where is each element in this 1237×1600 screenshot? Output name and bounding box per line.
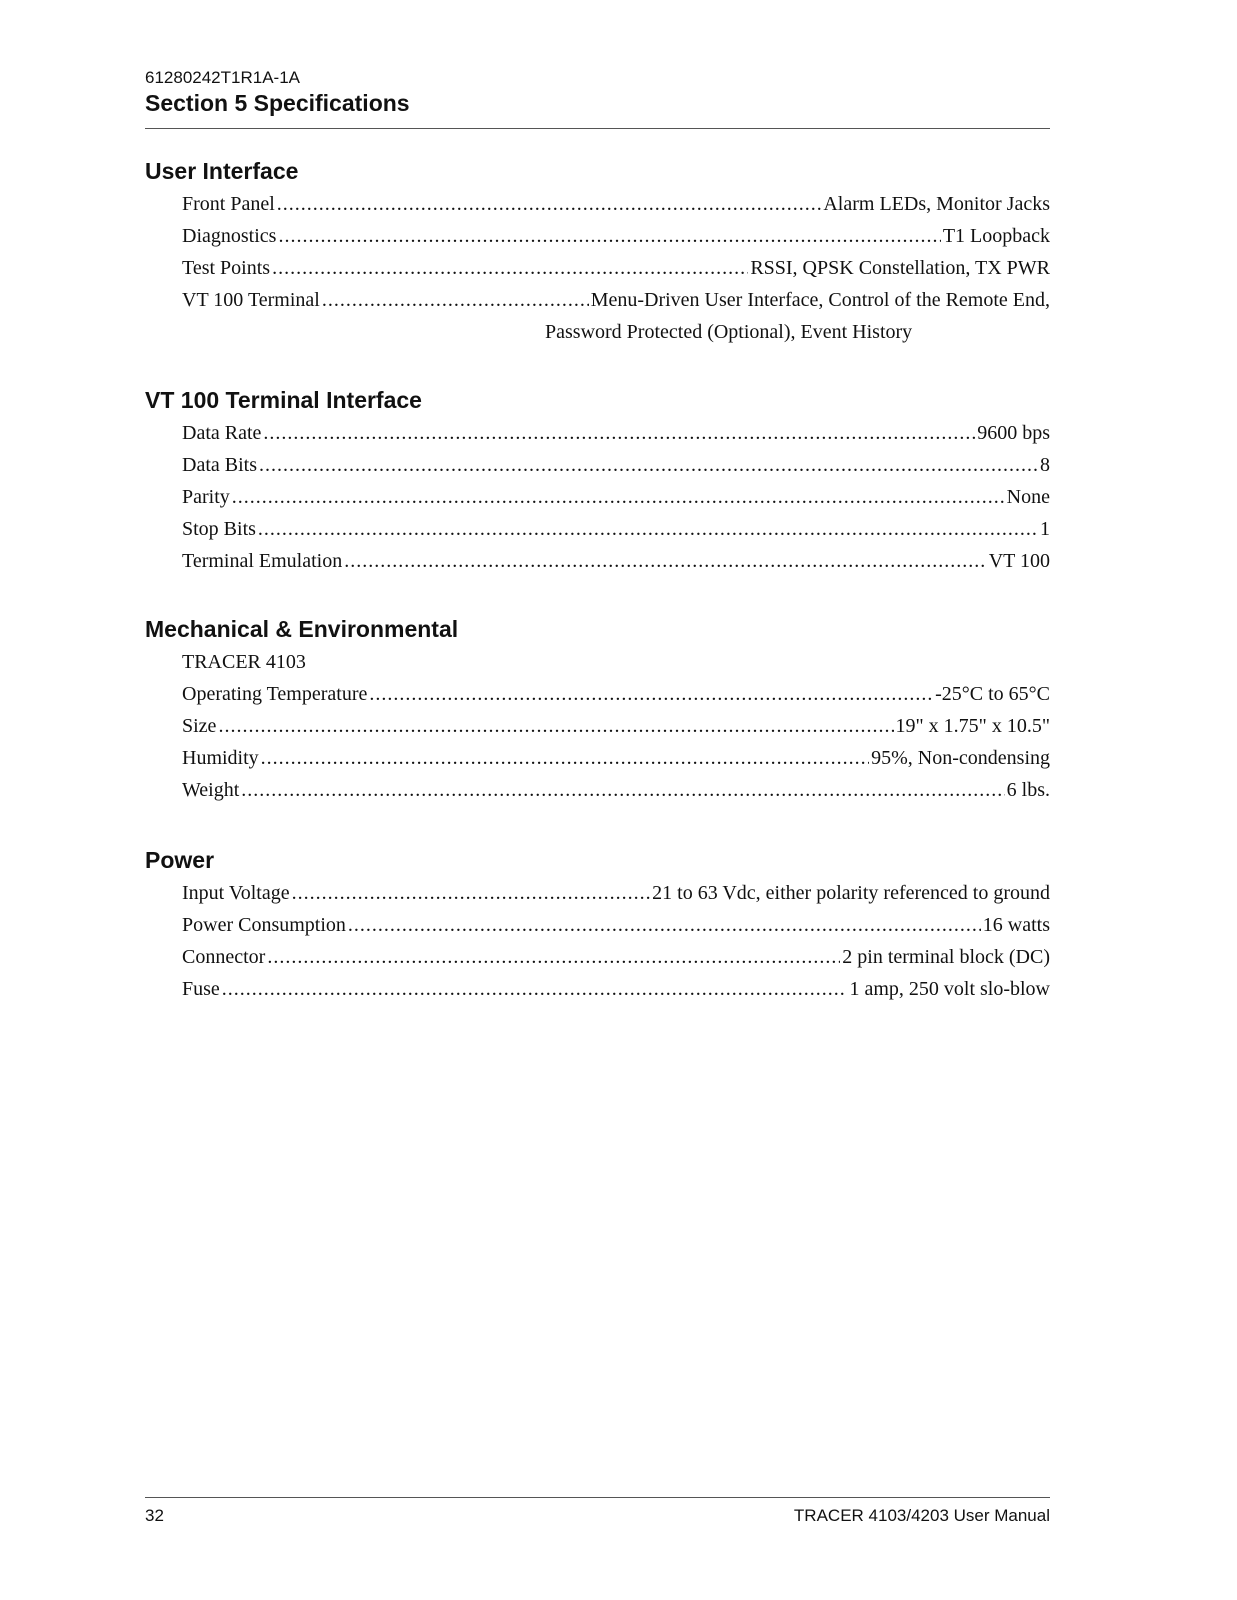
dot-leader bbox=[369, 678, 933, 710]
spec-row-fuse bbox=[182, 973, 1050, 1005]
header-rule bbox=[145, 128, 1050, 129]
spec-value: VT 100 bbox=[988, 550, 1050, 572]
page-section-title: Section 5 Specifications bbox=[145, 90, 410, 116]
spec-label: Power Consumption bbox=[182, 914, 346, 936]
spec-label: Front Panel bbox=[182, 193, 275, 215]
spec-value-continuation: Password Protected (Optional), Event History bbox=[545, 321, 913, 343]
spec-row-input-voltage bbox=[182, 877, 1050, 909]
spec-label: Input Voltage bbox=[182, 882, 290, 904]
spec-label: Stop Bits bbox=[182, 518, 256, 540]
spec-value: 1 amp, 250 volt slo-blow bbox=[849, 978, 1050, 1000]
spec-row-stop-bits bbox=[182, 513, 1050, 545]
spec-label: Weight bbox=[182, 779, 240, 801]
spec-row-weight bbox=[182, 774, 1050, 806]
vt100-section bbox=[145, 385, 1050, 577]
spec-value: 21 to 63 Vdc, either polarity referenced to ground bbox=[652, 882, 1050, 904]
spec-value: T1 Loopback bbox=[942, 225, 1050, 247]
dot-leader bbox=[263, 417, 975, 449]
dot-leader bbox=[292, 877, 651, 909]
dot-leader bbox=[272, 252, 748, 284]
section-heading: Mechanical & Environmental bbox=[145, 616, 459, 642]
spec-label: Terminal Emulation bbox=[182, 550, 343, 572]
dot-leader bbox=[348, 909, 981, 941]
spec-value: -25°C to 65°C bbox=[935, 683, 1050, 705]
manual-title: TRACER 4103/4203 User Manual bbox=[793, 1506, 1050, 1525]
spec-row-operating-temperature bbox=[182, 678, 1050, 710]
dot-leader bbox=[259, 449, 1038, 481]
spec-row-parity bbox=[182, 481, 1050, 513]
spec-label: Diagnostics bbox=[182, 225, 277, 247]
spec-label: Data Rate bbox=[182, 422, 262, 444]
dot-leader bbox=[258, 513, 1038, 545]
spec-row-vt100-terminal bbox=[182, 284, 1050, 316]
dot-leader bbox=[344, 545, 986, 577]
spec-label: Connector bbox=[182, 946, 266, 968]
spec-row-test-points bbox=[182, 252, 1050, 284]
spec-value: 19" x 1.75" x 10.5" bbox=[895, 715, 1050, 737]
spec-row-diagnostics bbox=[182, 220, 1050, 252]
spec-value: 6 lbs. bbox=[1006, 779, 1050, 801]
user-interface-section bbox=[145, 156, 1050, 348]
spec-row-power-consumption bbox=[182, 909, 1050, 941]
mechanical-section bbox=[145, 614, 1050, 806]
spec-label: Size bbox=[182, 715, 217, 737]
dot-leader bbox=[267, 941, 840, 973]
spec-value: 1 bbox=[1040, 518, 1050, 540]
spec-row-data-rate bbox=[182, 417, 1050, 449]
spec-value: Menu-Driven User Interface, Control of the Remote End, bbox=[590, 289, 1050, 311]
model-subheading: TRACER 4103 bbox=[182, 651, 306, 673]
spec-label: Test Points bbox=[182, 257, 271, 279]
document-number: 61280242T1R1A-1A bbox=[145, 68, 301, 87]
spec-row-data-bits bbox=[182, 449, 1050, 481]
spec-row-size bbox=[182, 710, 1050, 742]
footer-rule bbox=[145, 1497, 1050, 1498]
section-heading: Power bbox=[145, 847, 215, 873]
spec-label: Humidity bbox=[182, 747, 259, 769]
spec-row-front-panel bbox=[182, 188, 1050, 220]
section-heading: User Interface bbox=[145, 158, 299, 184]
dot-leader bbox=[218, 710, 893, 742]
spec-row-humidity bbox=[182, 742, 1050, 774]
spec-value: 2 pin terminal block (DC) bbox=[842, 946, 1050, 968]
dot-leader bbox=[261, 742, 869, 774]
dot-leader bbox=[232, 481, 1005, 513]
power-section bbox=[145, 845, 1050, 1005]
spec-value: 9600 bps bbox=[977, 422, 1050, 444]
section-heading: VT 100 Terminal Interface bbox=[145, 387, 422, 413]
dot-leader bbox=[241, 774, 1004, 806]
spec-value: 8 bbox=[1040, 454, 1050, 476]
spec-label: Operating Temperature bbox=[182, 683, 368, 705]
spec-row-connector bbox=[182, 941, 1050, 973]
spec-label: Data Bits bbox=[182, 454, 257, 476]
page-number: 32 bbox=[145, 1506, 164, 1525]
spec-value: Alarm LEDs, Monitor Jacks bbox=[823, 193, 1050, 215]
dot-leader bbox=[322, 284, 589, 316]
dot-leader bbox=[222, 973, 848, 1005]
dot-leader bbox=[278, 220, 940, 252]
spec-value: 16 watts bbox=[982, 914, 1050, 936]
spec-label: VT 100 Terminal bbox=[182, 289, 320, 311]
spec-row-terminal-emulation bbox=[182, 545, 1050, 577]
spec-value: RSSI, QPSK Constellation, TX PWR bbox=[750, 257, 1050, 279]
spec-label: Parity bbox=[182, 486, 230, 508]
spec-value: 95%, Non-condensing bbox=[871, 747, 1050, 769]
dot-leader bbox=[277, 188, 822, 220]
spec-value: None bbox=[1006, 486, 1050, 508]
spec-label: Fuse bbox=[182, 978, 220, 1000]
